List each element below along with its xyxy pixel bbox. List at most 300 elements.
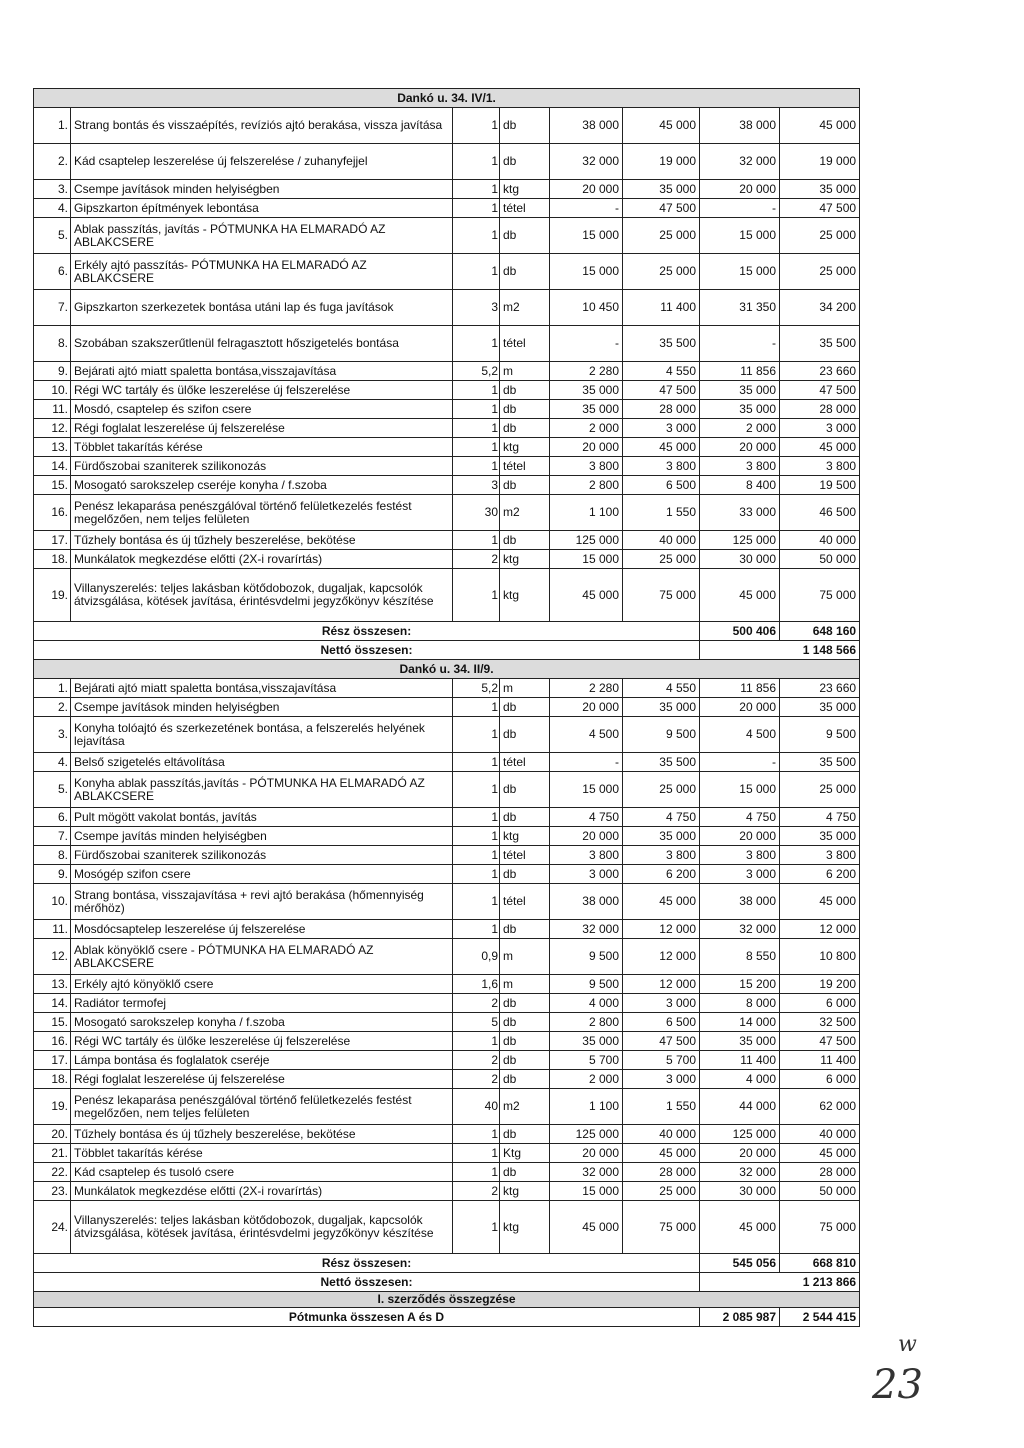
row-unit-price-1: 2 280 (550, 679, 623, 698)
row-unit-price-2: 9 500 (623, 717, 700, 753)
row-total-1: 35 000 (700, 1032, 780, 1051)
row-number: 21. (34, 1144, 71, 1163)
subtotal-2: 668 810 (780, 1254, 860, 1273)
row-quantity: 1 (453, 1163, 500, 1182)
row-quantity: 1,6 (453, 975, 500, 994)
row-total-2: 32 500 (780, 1013, 860, 1032)
row-description: Pult mögött vakolat bontás, javítás (71, 808, 453, 827)
row-total-1: 4 000 (700, 1070, 780, 1089)
row-unit-price-2: 5 700 (623, 1051, 700, 1070)
row-quantity: 1 (453, 419, 500, 438)
row-unit-price-1: 1 100 (550, 495, 623, 531)
row-quantity: 5 (453, 1013, 500, 1032)
row-total-1: 11 400 (700, 1051, 780, 1070)
row-description: Csempe javítás minden helyiségben (71, 827, 453, 846)
row-total-1: 45 000 (700, 569, 780, 622)
row-total-2: 3 000 (780, 419, 860, 438)
table-row (34, 1125, 860, 1144)
row-quantity: 1 (453, 717, 500, 753)
row-number: 11. (34, 400, 71, 419)
row-total-2: 25 000 (780, 254, 860, 290)
row-number: 19. (34, 1089, 71, 1125)
row-number: 7. (34, 827, 71, 846)
row-unit-price-1: 15 000 (550, 218, 623, 254)
row-unit: db (500, 400, 550, 419)
row-unit-price-1: - (550, 199, 623, 218)
row-number: 11. (34, 920, 71, 939)
grand-total-row (34, 1308, 860, 1327)
row-unit-price-1: 125 000 (550, 531, 623, 550)
row-number: 13. (34, 438, 71, 457)
row-total-1: 35 000 (700, 381, 780, 400)
net-total-row (34, 1273, 860, 1292)
table-row (34, 326, 860, 362)
row-total-1: 125 000 (700, 531, 780, 550)
row-unit: db (500, 108, 550, 144)
summary-title: I. szerződés összegzése (34, 1292, 860, 1308)
row-unit-price-2: 12 000 (623, 920, 700, 939)
row-unit-price-2: 75 000 (623, 569, 700, 622)
row-total-2: 35 000 (780, 180, 860, 199)
table-row (34, 808, 860, 827)
row-quantity: 1 (453, 827, 500, 846)
table-row (34, 550, 860, 569)
row-quantity: 1 (453, 254, 500, 290)
subtotal-1: 545 056 (700, 1254, 780, 1273)
table-row (34, 1163, 860, 1182)
row-unit-price-2: 3 800 (623, 846, 700, 865)
table-row (34, 531, 860, 550)
row-unit-price-2: 3 000 (623, 1070, 700, 1089)
row-description: Lámpa bontása és foglalatok cseréje (71, 1051, 453, 1070)
row-description: Többlet takarítás kérése (71, 438, 453, 457)
row-unit: db (500, 381, 550, 400)
row-total-2: 3 800 (780, 457, 860, 476)
row-unit-price-2: 3 000 (623, 994, 700, 1013)
row-unit: ktg (500, 550, 550, 569)
row-total-2: 6 000 (780, 1070, 860, 1089)
row-total-1: 20 000 (700, 180, 780, 199)
table-row (34, 698, 860, 717)
row-unit: tétel (500, 457, 550, 476)
row-quantity: 1 (453, 884, 500, 920)
row-number: 17. (34, 531, 71, 550)
row-unit: tétel (500, 884, 550, 920)
row-number: 9. (34, 865, 71, 884)
row-number: 20. (34, 1125, 71, 1144)
row-unit-price-1: 9 500 (550, 939, 623, 975)
row-unit: m (500, 362, 550, 381)
row-description: Villanyszerelés: teljes lakásban kötődobozok, dugaljak, kapcsolók átvizsgálása, kötések javítása, érintésvdelmi jegyzőkönyv készítése (71, 1201, 453, 1254)
row-unit: m2 (500, 290, 550, 326)
table-row (34, 290, 860, 326)
row-number: 16. (34, 495, 71, 531)
row-unit-price-1: 38 000 (550, 884, 623, 920)
row-unit-price-2: 25 000 (623, 254, 700, 290)
row-unit-price-2: 3 800 (623, 457, 700, 476)
row-unit-price-1: 35 000 (550, 1032, 623, 1051)
row-number: 10. (34, 381, 71, 400)
row-unit-price-2: 3 000 (623, 419, 700, 438)
row-unit: ktg (500, 1182, 550, 1201)
summary-header (34, 1292, 860, 1308)
table-row (34, 254, 860, 290)
row-quantity: 1 (453, 1144, 500, 1163)
table-row (34, 1032, 860, 1051)
row-unit-price-2: 1 550 (623, 1089, 700, 1125)
table-row (34, 920, 860, 939)
row-total-1: 8 400 (700, 476, 780, 495)
table-row (34, 994, 860, 1013)
row-total-2: 75 000 (780, 569, 860, 622)
row-description: Fürdőszobai szaniterek szilikonozás (71, 457, 453, 476)
row-description: Munkálatok megkezdése előtti (2X-i rovarírtás) (71, 1182, 453, 1201)
row-number: 5. (34, 772, 71, 808)
row-description: Bejárati ajtó miatt spaletta bontása,visszajavítása (71, 362, 453, 381)
row-total-1: 15 000 (700, 772, 780, 808)
row-quantity: 1 (453, 1125, 500, 1144)
row-total-2: 47 500 (780, 1032, 860, 1051)
row-unit-price-2: 19 000 (623, 144, 700, 180)
table-row (34, 753, 860, 772)
row-unit: ktg (500, 180, 550, 199)
row-number: 10. (34, 884, 71, 920)
row-unit-price-1: 20 000 (550, 180, 623, 199)
row-unit: ktg (500, 1201, 550, 1254)
row-unit-price-2: 28 000 (623, 1163, 700, 1182)
table-row (34, 438, 860, 457)
row-total-2: 45 000 (780, 1144, 860, 1163)
row-total-1: 3 000 (700, 865, 780, 884)
table-row (34, 865, 860, 884)
row-description: Mosógép szifon csere (71, 865, 453, 884)
row-unit-price-1: 20 000 (550, 438, 623, 457)
row-unit-price-1: 20 000 (550, 698, 623, 717)
row-number: 16. (34, 1032, 71, 1051)
row-unit: db (500, 254, 550, 290)
table-row (34, 218, 860, 254)
row-unit-price-1: 4 750 (550, 808, 623, 827)
row-description: Gipszkarton szerkezetek bontása utáni lap és fuga javítások (71, 290, 453, 326)
row-unit: db (500, 1051, 550, 1070)
table-row (34, 199, 860, 218)
subtotal-row (34, 1254, 860, 1273)
row-unit-price-2: 25 000 (623, 772, 700, 808)
net-total-row (34, 641, 860, 660)
row-unit-price-2: 6 200 (623, 865, 700, 884)
row-unit: db (500, 1070, 550, 1089)
row-description: Régi foglalat leszerelése új felszerelése (71, 1070, 453, 1089)
handwritten-initials: w (898, 1332, 917, 1357)
row-quantity: 1 (453, 199, 500, 218)
row-unit-price-2: 6 500 (623, 1013, 700, 1032)
row-unit: db (500, 1032, 550, 1051)
section-title: Dankó u. 34. II/9. (34, 660, 860, 679)
row-number: 3. (34, 717, 71, 753)
row-total-1: 32 000 (700, 1163, 780, 1182)
row-unit: m2 (500, 1089, 550, 1125)
row-quantity: 5,2 (453, 679, 500, 698)
row-unit-price-1: 15 000 (550, 1182, 623, 1201)
row-description: Ablak könyöklő csere - PÓTMUNKA HA ELMARADÓ AZ ABLAKCSERE (71, 939, 453, 975)
row-unit-price-2: 40 000 (623, 1125, 700, 1144)
row-quantity: 1 (453, 569, 500, 622)
row-total-2: 47 500 (780, 199, 860, 218)
row-number: 8. (34, 326, 71, 362)
row-description: Ablak passzítás, javítás - PÓTMUNKA HA ELMARADÓ AZ ABLAKCSERE (71, 218, 453, 254)
row-quantity: 3 (453, 476, 500, 495)
row-unit-price-2: 47 500 (623, 381, 700, 400)
row-number: 13. (34, 975, 71, 994)
row-total-1: 45 000 (700, 1201, 780, 1254)
subtotal-label: Rész összesen: (34, 1254, 700, 1273)
row-quantity: 0,9 (453, 939, 500, 975)
row-unit-price-1: 1 100 (550, 1089, 623, 1125)
row-unit: ktg (500, 569, 550, 622)
row-unit-price-1: 15 000 (550, 550, 623, 569)
row-total-2: 75 000 (780, 1201, 860, 1254)
row-unit-price-1: 9 500 (550, 975, 623, 994)
table-row (34, 884, 860, 920)
row-quantity: 2 (453, 1070, 500, 1089)
row-unit-price-1: 32 000 (550, 144, 623, 180)
row-description: Szobában szakszerűtlenül felragasztott hőszigetelés bontása (71, 326, 453, 362)
row-description: Kád csaptelep leszerelése új felszerelése / zuhanyfejjel (71, 144, 453, 180)
row-total-2: 25 000 (780, 218, 860, 254)
row-total-2: 34 200 (780, 290, 860, 326)
row-total-2: 23 660 (780, 679, 860, 698)
row-unit-price-1: 15 000 (550, 254, 623, 290)
row-unit: db (500, 920, 550, 939)
row-total-2: 12 000 (780, 920, 860, 939)
row-number: 6. (34, 254, 71, 290)
row-unit: db (500, 698, 550, 717)
row-number: 9. (34, 362, 71, 381)
row-total-1: 38 000 (700, 108, 780, 144)
row-description: Gipszkarton építmények lebontása (71, 199, 453, 218)
row-unit-price-1: 38 000 (550, 108, 623, 144)
row-quantity: 1 (453, 1201, 500, 1254)
row-unit-price-1: 32 000 (550, 1163, 623, 1182)
row-unit-price-2: 40 000 (623, 531, 700, 550)
row-total-2: 19 500 (780, 476, 860, 495)
row-quantity: 2 (453, 550, 500, 569)
net-total-label: Nettó összesen: (34, 1273, 700, 1292)
row-unit-price-1: 3 800 (550, 457, 623, 476)
row-quantity: 1 (453, 698, 500, 717)
row-unit: ktg (500, 827, 550, 846)
row-unit-price-1: 10 450 (550, 290, 623, 326)
subtotal-1: 500 406 (700, 622, 780, 641)
row-unit: ktg (500, 438, 550, 457)
row-description: Strang bontása, visszajavítása + revi ajtó berakása (hőmennyiség mérőhöz) (71, 884, 453, 920)
table-row (34, 975, 860, 994)
row-description: Tűzhely bontása és új tűzhely beszerelése, bekötése (71, 531, 453, 550)
subtotal-2: 648 160 (780, 622, 860, 641)
row-unit: Ktg (500, 1144, 550, 1163)
row-unit-price-1: 2 800 (550, 476, 623, 495)
row-unit-price-1: 15 000 (550, 772, 623, 808)
row-unit-price-2: 45 000 (623, 884, 700, 920)
row-total-1: 32 000 (700, 144, 780, 180)
table-row (34, 144, 860, 180)
row-unit-price-1: 5 700 (550, 1051, 623, 1070)
table-row (34, 679, 860, 698)
row-total-2: 46 500 (780, 495, 860, 531)
row-unit: tétel (500, 753, 550, 772)
row-quantity: 1 (453, 920, 500, 939)
row-total-1: 20 000 (700, 438, 780, 457)
row-unit-price-2: 28 000 (623, 400, 700, 419)
row-unit-price-1: 2 000 (550, 419, 623, 438)
row-unit-price-1: 45 000 (550, 1201, 623, 1254)
row-unit-price-2: 45 000 (623, 108, 700, 144)
row-number: 5. (34, 218, 71, 254)
row-quantity: 1 (453, 108, 500, 144)
table-row (34, 717, 860, 753)
row-unit: db (500, 772, 550, 808)
row-total-2: 9 500 (780, 717, 860, 753)
row-unit-price-2: 35 000 (623, 698, 700, 717)
row-description: Többlet takarítás kérése (71, 1144, 453, 1163)
row-unit: tétel (500, 199, 550, 218)
row-total-2: 40 000 (780, 531, 860, 550)
row-unit-price-1: - (550, 326, 623, 362)
row-total-2: 25 000 (780, 772, 860, 808)
row-description: Bejárati ajtó miatt spaletta bontása,visszajavítása (71, 679, 453, 698)
row-unit: db (500, 717, 550, 753)
row-total-2: 35 500 (780, 753, 860, 772)
row-description: Konyha ablak passzítás,javítás - PÓTMUNKA HA ELMARADÓ AZ ABLAKCSERE (71, 772, 453, 808)
row-description: Munkálatok megkezdése előtti (2X-i rovarírtás) (71, 550, 453, 569)
net-total-label: Nettó összesen: (34, 641, 700, 660)
row-quantity: 2 (453, 1182, 500, 1201)
row-number: 18. (34, 1070, 71, 1089)
row-quantity: 5,2 (453, 362, 500, 381)
row-unit-price-2: 35 000 (623, 827, 700, 846)
row-number: 15. (34, 1013, 71, 1032)
section-header (34, 89, 860, 108)
row-unit: db (500, 994, 550, 1013)
row-quantity: 1 (453, 144, 500, 180)
row-total-2: 6 000 (780, 994, 860, 1013)
row-unit: db (500, 1163, 550, 1182)
row-total-1: 14 000 (700, 1013, 780, 1032)
row-total-2: 45 000 (780, 108, 860, 144)
row-total-1: 31 350 (700, 290, 780, 326)
row-number: 4. (34, 753, 71, 772)
row-total-1: 4 500 (700, 717, 780, 753)
row-quantity: 1 (453, 381, 500, 400)
row-number: 8. (34, 846, 71, 865)
row-unit: db (500, 808, 550, 827)
row-total-2: 11 400 (780, 1051, 860, 1070)
row-unit-price-1: 20 000 (550, 827, 623, 846)
row-description: Erkély ajtó passzítás- PÓTMUNKA HA ELMARADÓ AZ ABLAKCSERE (71, 254, 453, 290)
row-total-2: 28 000 (780, 1163, 860, 1182)
row-unit-price-1: 32 000 (550, 920, 623, 939)
row-unit-price-1: 4 000 (550, 994, 623, 1013)
row-description: Kád csaptelep és tusoló csere (71, 1163, 453, 1182)
table-row (34, 1144, 860, 1163)
row-number: 15. (34, 476, 71, 495)
row-total-1: 20 000 (700, 1144, 780, 1163)
row-description: Mosogató sarokszelep cseréje konyha / f.szoba (71, 476, 453, 495)
row-description: Mosdó, csaptelep és szifon csere (71, 400, 453, 419)
row-total-2: 35 000 (780, 698, 860, 717)
row-total-2: 6 200 (780, 865, 860, 884)
subtotal-label: Rész összesen: (34, 622, 700, 641)
row-unit-price-2: 75 000 (623, 1201, 700, 1254)
row-unit-price-2: 1 550 (623, 495, 700, 531)
row-number: 3. (34, 180, 71, 199)
row-quantity: 1 (453, 808, 500, 827)
row-total-1: 8 550 (700, 939, 780, 975)
row-description: Radiátor termofej (71, 994, 453, 1013)
row-total-1: 15 200 (700, 975, 780, 994)
table-row (34, 1089, 860, 1125)
row-unit-price-1: 35 000 (550, 381, 623, 400)
row-unit-price-1: 35 000 (550, 400, 623, 419)
row-quantity: 1 (453, 772, 500, 808)
table-row (34, 495, 860, 531)
row-unit: db (500, 531, 550, 550)
row-quantity: 1 (453, 1032, 500, 1051)
grand-total-2: 2 544 415 (780, 1308, 860, 1327)
row-number: 7. (34, 290, 71, 326)
table-row (34, 569, 860, 622)
table-row (34, 772, 860, 808)
row-unit-price-2: 4 550 (623, 679, 700, 698)
row-description: Tűzhely bontása és új tűzhely beszerelése, bekötése (71, 1125, 453, 1144)
row-quantity: 1 (453, 753, 500, 772)
row-total-2: 4 750 (780, 808, 860, 827)
row-total-2: 35 000 (780, 827, 860, 846)
row-total-1: 20 000 (700, 827, 780, 846)
row-total-2: 19 200 (780, 975, 860, 994)
row-description: Régi foglalat leszerelése új felszerelése (71, 419, 453, 438)
table-row (34, 419, 860, 438)
row-total-1: 3 800 (700, 457, 780, 476)
row-description: Erkély ajtó könyöklő csere (71, 975, 453, 994)
row-unit-price-1: 3 000 (550, 865, 623, 884)
table-row (34, 1013, 860, 1032)
row-total-1: 33 000 (700, 495, 780, 531)
row-unit: m (500, 975, 550, 994)
row-unit-price-2: 45 000 (623, 1144, 700, 1163)
row-number: 19. (34, 569, 71, 622)
row-quantity: 1 (453, 326, 500, 362)
row-unit-price-1: 2 000 (550, 1070, 623, 1089)
grand-total-label: Pótmunka összesen A és D (34, 1308, 700, 1327)
table-row (34, 1070, 860, 1089)
subtotal-row (34, 622, 860, 641)
table-row (34, 457, 860, 476)
row-unit: m2 (500, 495, 550, 531)
row-number: 1. (34, 108, 71, 144)
row-unit-price-2: 12 000 (623, 939, 700, 975)
row-total-1: 35 000 (700, 400, 780, 419)
row-description: Belső szigetelés eltávolítása (71, 753, 453, 772)
row-total-1: 30 000 (700, 1182, 780, 1201)
section-header (34, 660, 860, 679)
row-total-1: 44 000 (700, 1089, 780, 1125)
table-row (34, 108, 860, 144)
row-total-1: - (700, 753, 780, 772)
row-unit-price-2: 6 500 (623, 476, 700, 495)
row-total-1: 30 000 (700, 550, 780, 569)
row-quantity: 1 (453, 531, 500, 550)
